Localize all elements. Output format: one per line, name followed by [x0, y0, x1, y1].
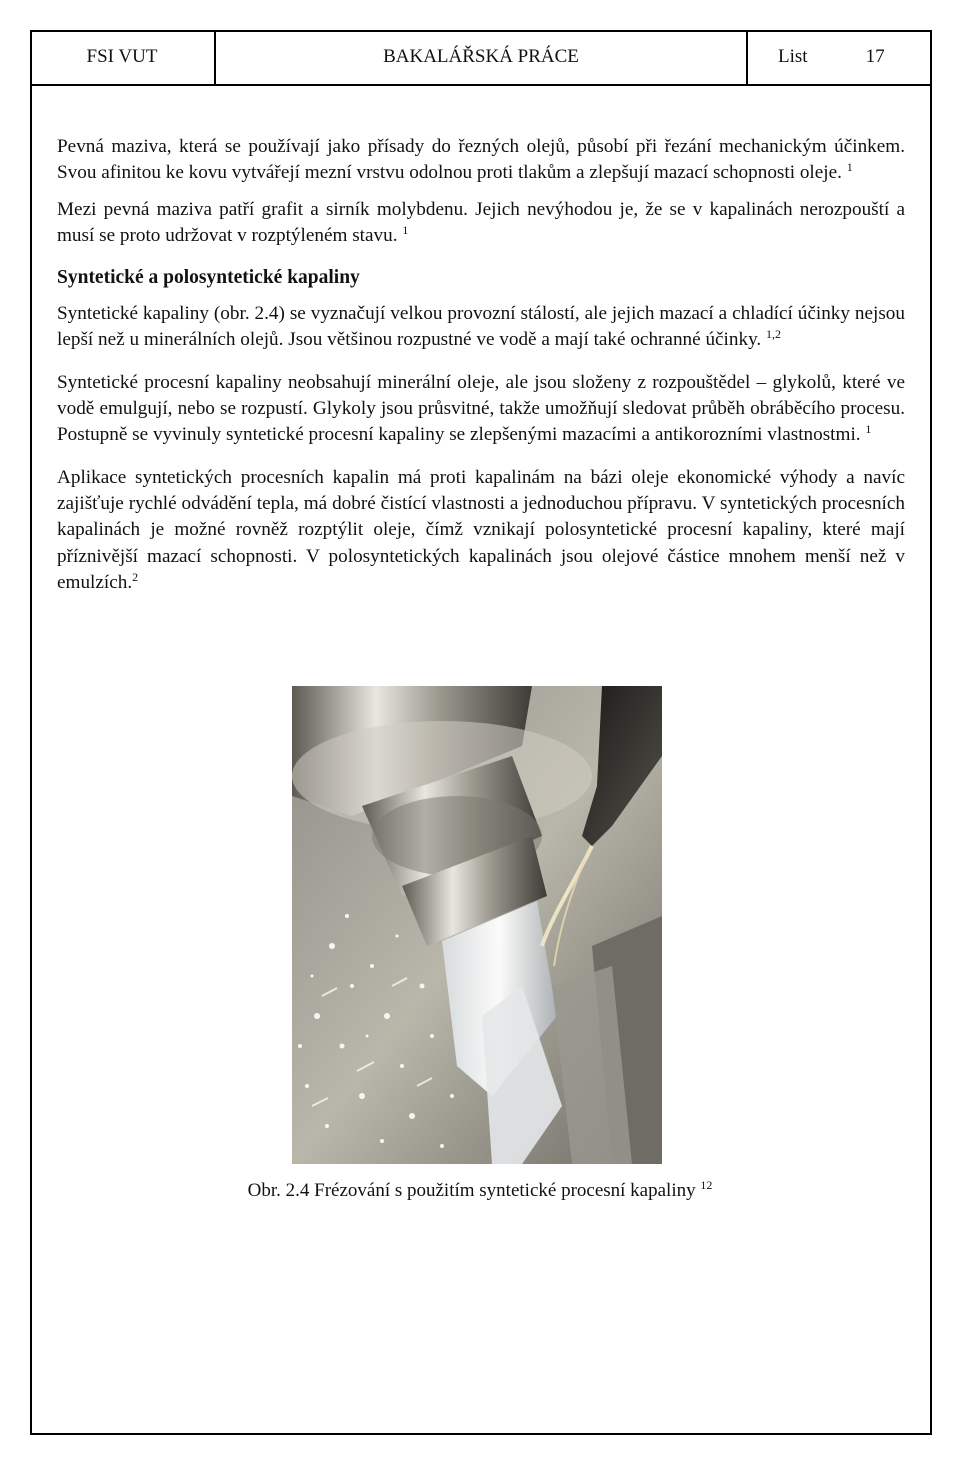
paragraph-text: Aplikace syntetických procesních kapalin má proti kapalinám na bázi oleje ekonomické výhody a navíc zajišťuje rychlé odvádění tepla, má dobré čistící vlastnosti a jednoduchou přípravu. V syntetických procesních kapalinách je možné rovněž rozptýlit oleje, čímž vznikají polosyntetické procesní kapaliny, které mají příznivější mazací schopnosti. V polosyntetických kapalinách jsou olejové částice mnohem menší než v emulzích. [57, 466, 905, 593]
milling-photo [292, 686, 662, 1164]
paragraph-text: Syntetické kapaliny (obr. 2.4) se vyznačují velkou provozní stálostí, ale jejich mazací a chladící účinky nejsou lepší než u minerálních olejů. Jsou většinou rozpustné ve vodě a mají také ochranné účinky. [57, 303, 905, 351]
page-header [30, 30, 932, 86]
caption-text: Obr. 2.4 Frézování s použitím syntetické procesní kapaliny [247, 1180, 696, 1201]
reference-mark: 1,2 [766, 327, 782, 342]
paragraph [57, 134, 905, 187]
reference-mark: 1 [865, 422, 872, 437]
header-page-number: 17 [865, 46, 885, 67]
page-content [57, 134, 905, 596]
paragraph [57, 465, 905, 596]
header-page [748, 30, 932, 84]
header-title: BAKALÁŘSKÁ PRÁCE [216, 30, 748, 84]
paragraph [57, 197, 905, 250]
paragraph-text: Mezi pevná maziva patří grafit a sirník molybdenu. Jejich nevýhodou je, že se v kapalinách nerozpouští a musí se proto udržovat v rozptýleném stavu. [57, 198, 905, 246]
header-faculty: FSI VUT [30, 30, 216, 84]
section-heading: Syntetické a polosyntetické kapaliny [57, 267, 360, 289]
reference-mark: 2 [132, 569, 139, 584]
paragraph [57, 301, 905, 354]
reference-mark: 1 [402, 222, 409, 237]
header-list-label: List [778, 46, 808, 67]
paragraph-text: Syntetické procesní kapaliny neobsahují minerální oleje, ale jsou složeny z rozpouštědel – glykolů, které ve vodě emulgují, nebo se rozpustí. Glykoly jsou průsvitné, takže umožňují sledovat průběh obráběcího procesu. Postupně se vyvinuly syntetické procesní kapaliny se zlepšenými mazacími a antikorozními vlastnostmi. [57, 371, 905, 446]
reference-mark: 12 [700, 1178, 713, 1192]
paragraph-text: Pevná maziva, která se používají jako přísady do řezných olejů, působí při řezání mechanickým účinkem. Svou afinitou ke kovu vytvářejí mezní vrstvu odolnou proti tlakům a zlepšují mazací schopnosti oleje. [57, 136, 905, 184]
paragraph [57, 370, 905, 449]
figure-caption [0, 1180, 960, 1202]
reference-mark: 1 [846, 160, 853, 175]
